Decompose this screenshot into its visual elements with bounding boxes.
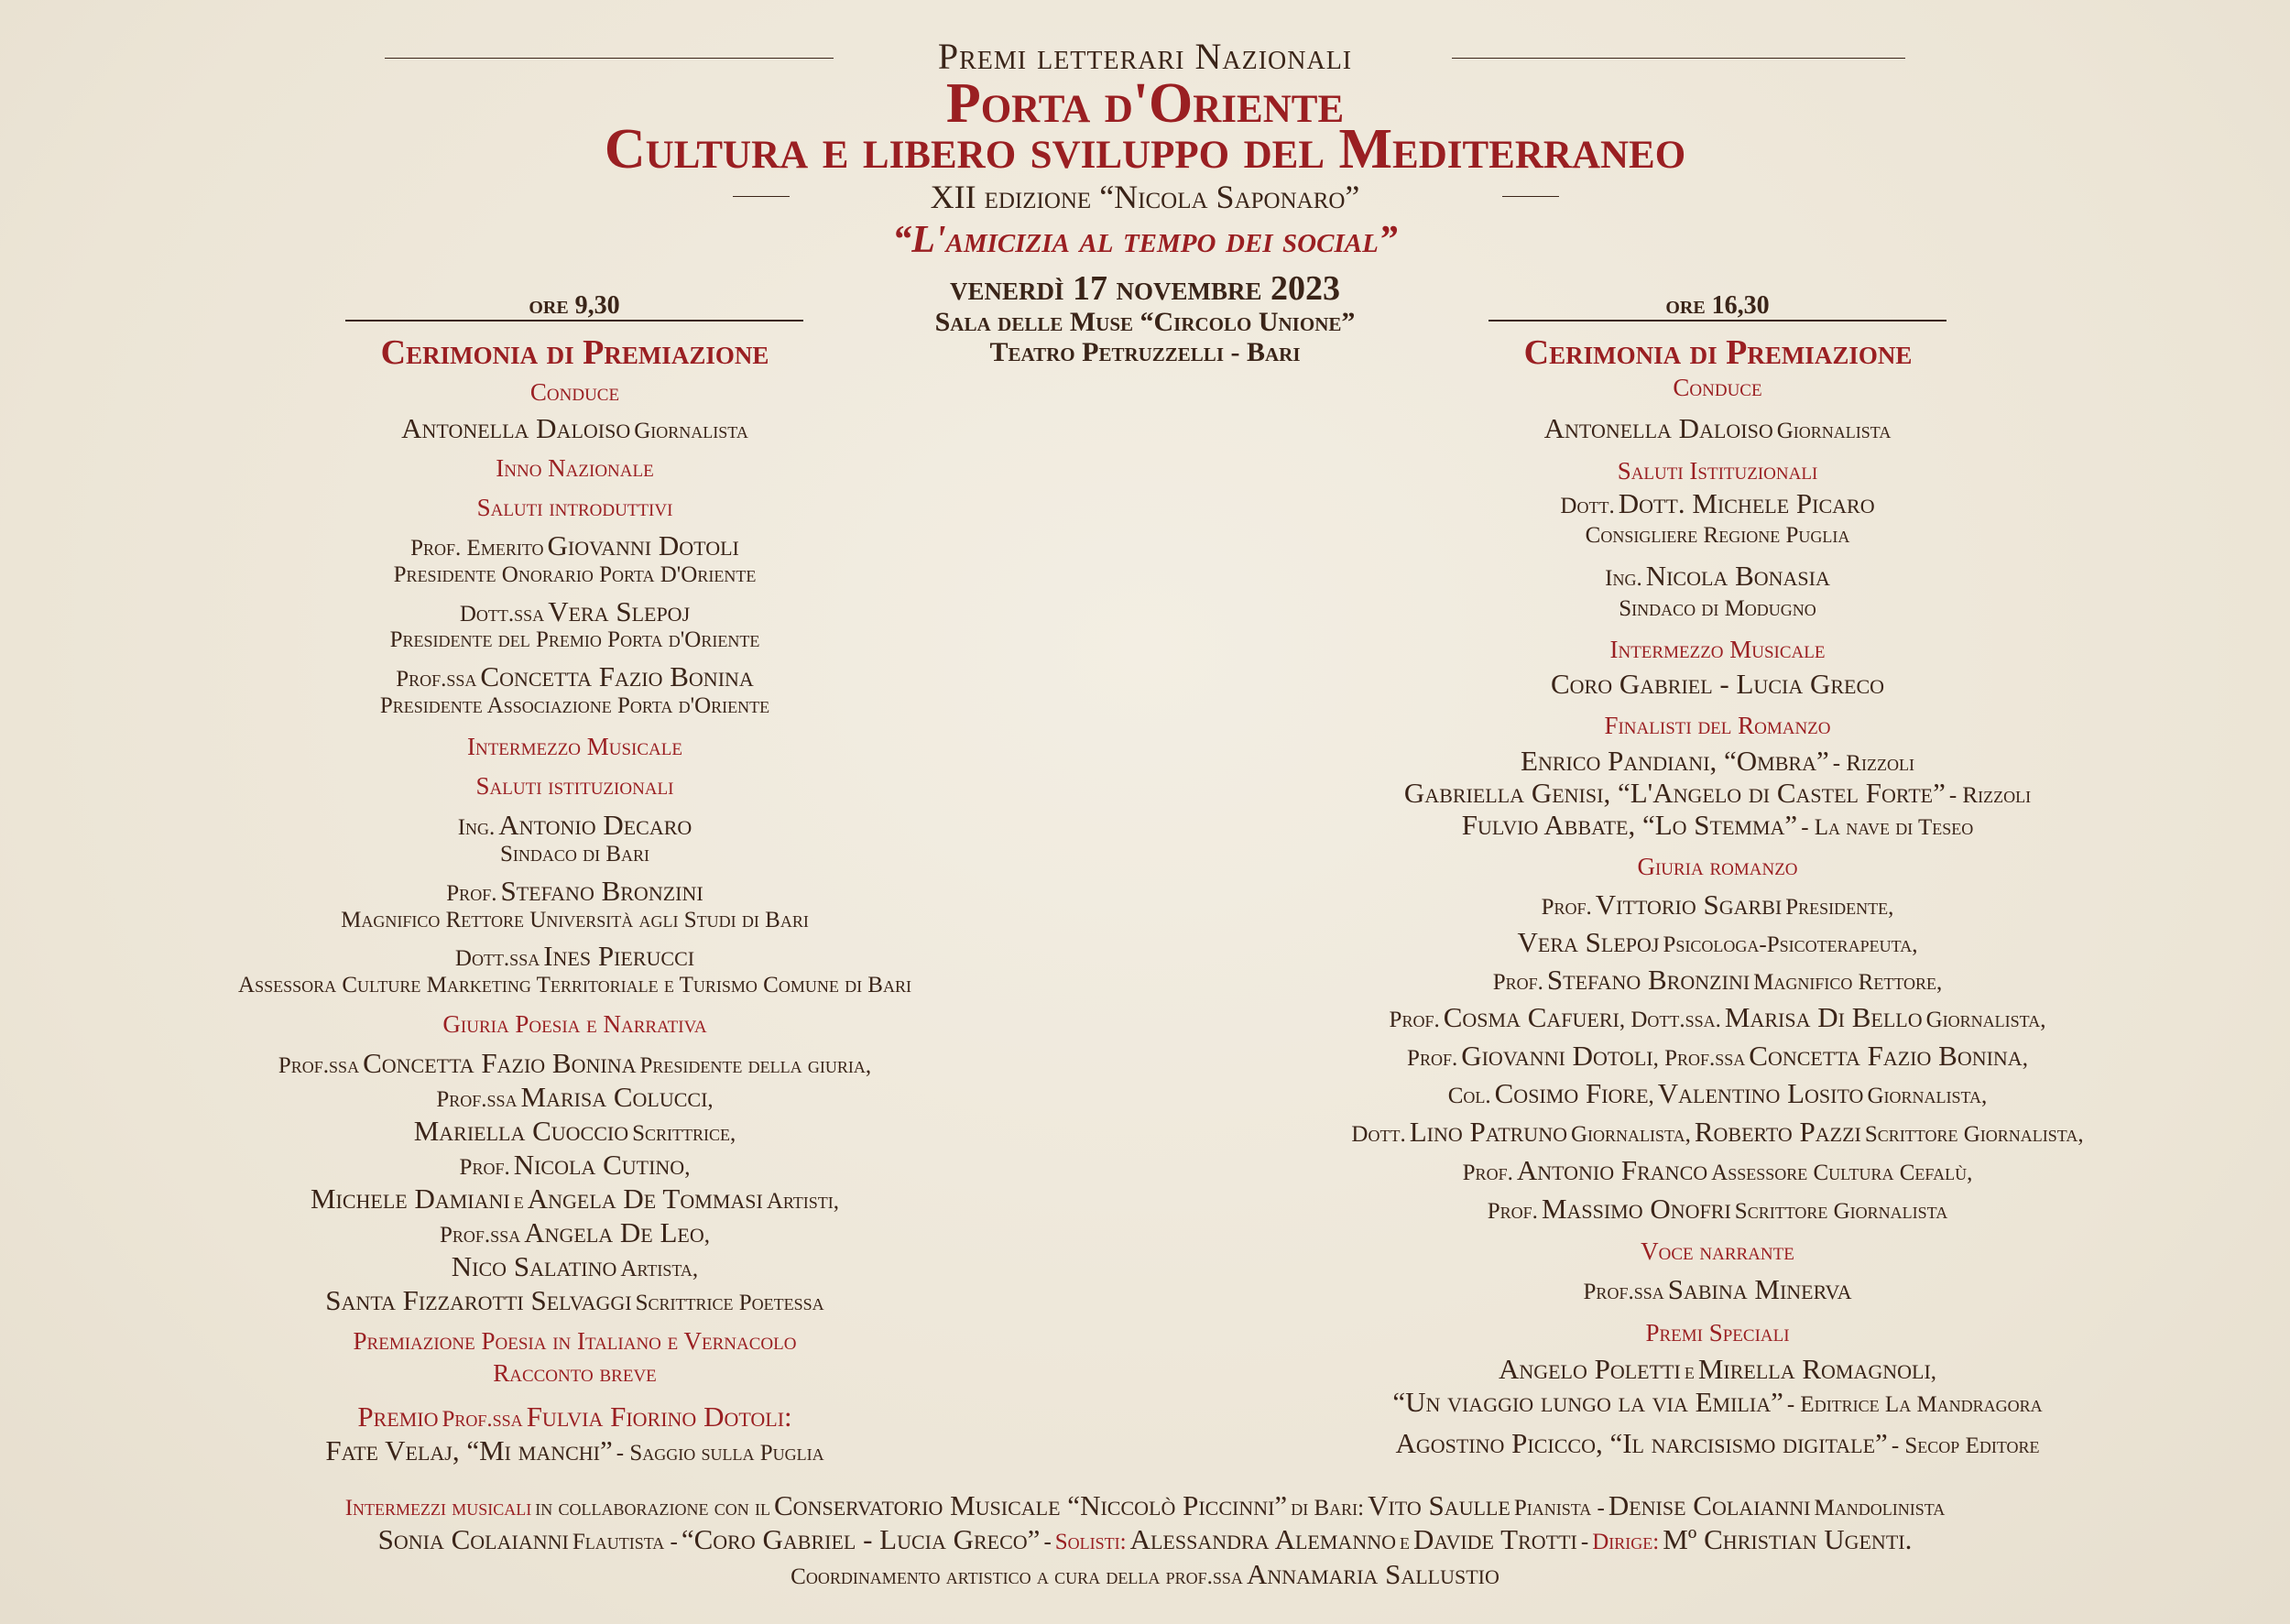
- left-p5-line: [73, 875, 1076, 908]
- right-f3: [1214, 809, 2221, 842]
- right-j4-name-2: Marisa Di Bello: [1724, 1001, 1923, 1033]
- header-title-1: Porta d'Oriente: [945, 72, 1345, 135]
- right-time-rule: [1488, 320, 1946, 322]
- header-edition: XII edizione “Nicola Saponaro”: [930, 179, 1360, 215]
- right-r2-role: Sindaco di Modugno: [1619, 596, 1816, 621]
- left-g1-role: Presidente della giuria,: [639, 1053, 872, 1078]
- right-j9-name: Massimo Onofri: [1541, 1193, 1731, 1225]
- left-g2-name: Marisa Colucci: [520, 1081, 708, 1113]
- right-j1: [1214, 888, 2221, 921]
- footer-e: e: [1400, 1530, 1410, 1554]
- footer-sonia: Sonia Colaianni: [377, 1523, 569, 1555]
- right-f3-name: Fulvio Abbate: [1461, 809, 1629, 841]
- left-g5-name-2: Angela De Tommasi: [527, 1183, 763, 1215]
- right-j3-name: Stefano Bronzini: [1546, 964, 1750, 996]
- right-j7: [1214, 1116, 2221, 1149]
- right-j7-role-2: Scrittore Giornalista,: [1864, 1122, 2084, 1147]
- left-p4-role: Sindaco di Bari: [499, 842, 650, 866]
- footer-bari: di Bari:: [1291, 1496, 1365, 1520]
- left-p6-title: Dott.ssa: [454, 946, 540, 971]
- left-p4-name: Antonio Decaro: [498, 809, 692, 841]
- right-f1: [1214, 745, 2221, 778]
- right-s2-name: Agostino Picicco: [1395, 1427, 1596, 1459]
- footer-dash-1: -: [1043, 1530, 1052, 1554]
- left-saluti-intro: Saluti introduttivi: [476, 494, 673, 521]
- left-g4: [73, 1149, 1076, 1182]
- left-saluti-ist: Saluti istituzionali: [475, 772, 674, 800]
- right-conduce-label: Conduce: [1673, 374, 1762, 401]
- right-j6-sep: ,: [1648, 1084, 1654, 1108]
- left-g6-name: Angela De Leo: [524, 1216, 704, 1248]
- left-prem-2: Racconto breve: [493, 1359, 657, 1387]
- left-p2-name: Vera Slepoj: [548, 595, 691, 627]
- right-j2: [1214, 926, 2221, 959]
- left-intermezzo: Intermezzo Musicale: [466, 733, 682, 760]
- left-inno: Inno Nazionale: [496, 454, 654, 482]
- right-j5-title-2: , Prof.ssa: [1652, 1046, 1746, 1071]
- left-g1: [73, 1047, 1076, 1080]
- right-j4-title-2: , Dott.ssa.: [1619, 1008, 1721, 1032]
- right-title: Cerimonia di Premiazione: [1523, 333, 1913, 372]
- right-voce-title: Prof.ssa: [1583, 1280, 1664, 1304]
- right-r1-name: Dott. Michele Picaro: [1618, 487, 1875, 519]
- left-p6-line: [73, 940, 1076, 973]
- right-j5: [1214, 1040, 2221, 1073]
- footer-vito-saulle: Vito Saulle: [1368, 1489, 1510, 1521]
- left-p2-role: Presidente del Premio Porta d'Oriente: [389, 627, 760, 652]
- left-p1-title: Prof. Emerito: [410, 536, 544, 561]
- left-p2-title: Dott.ssa: [459, 602, 545, 627]
- right-j4-title: Prof.: [1389, 1008, 1440, 1032]
- right-f3-publisher: - La nave di Teseo: [1801, 815, 1974, 840]
- left-g5: [73, 1183, 1076, 1215]
- left-winner-name: Fate Velaj: [325, 1434, 453, 1466]
- footer-davide: Davide Trotti: [1413, 1523, 1577, 1555]
- right-j9-role: Scrittore Giornalista: [1734, 1199, 1948, 1224]
- left-conduce-name: Antonella Daloiso: [401, 412, 631, 444]
- left-premio-label: Premio: [357, 1401, 439, 1433]
- footer-alessandra: Alessandra Alemanno: [1129, 1523, 1396, 1555]
- right-s1-conj: e: [1684, 1359, 1695, 1384]
- right-s2: [1214, 1427, 2221, 1460]
- left-conduce-role: Giornalista: [634, 419, 748, 443]
- header-date: venerdì 17 novembre 2023: [949, 269, 1341, 308]
- footer-conservatorio: Conservatorio Musicale “Niccolò Piccinni”: [774, 1489, 1288, 1521]
- right-j9: [1214, 1193, 2221, 1226]
- footer-annamaria: Annamaria Sallustio: [1246, 1558, 1499, 1590]
- left-p6-role: Assessora Culture Marketing Territoriale e Turismo Comune di Bari: [238, 973, 911, 997]
- left-p4-line: [73, 809, 1076, 842]
- header-theme: “L'amicizia al tempo dei social”: [892, 219, 1398, 261]
- right-s1-name: Angelo Poletti: [1498, 1353, 1681, 1385]
- left-p1-line: [73, 529, 1076, 562]
- header-venue-1: Sala delle Muse “Circolo Unione”: [934, 307, 1356, 337]
- right-j6-role: Giornalista,: [1867, 1084, 1988, 1108]
- right-j4-name: Cosma Cafueri: [1443, 1001, 1619, 1033]
- left-g5-role: Artisti,: [766, 1189, 840, 1214]
- right-intermezzo: Intermezzo Musicale: [1609, 636, 1826, 663]
- left-p1-name: Giovanni Dotoli: [547, 529, 739, 561]
- right-j3-role: Magnifico Rettore,: [1753, 970, 1943, 995]
- left-g4-role: ,: [684, 1155, 691, 1180]
- right-j3: [1214, 964, 2221, 997]
- left-g8-role: Scrittrice Poetessa: [635, 1291, 824, 1315]
- right-j1-title: Prof.: [1541, 895, 1592, 920]
- left-p5-role: Magnifico Rettore Università agli Studi di Bari: [341, 908, 809, 932]
- left-g2-title: Prof.ssa: [436, 1087, 518, 1112]
- right-j5-name: Giovanni Dotoli: [1461, 1040, 1653, 1072]
- right-j3-title: Prof.: [1492, 970, 1543, 995]
- right-f1-name: Enrico Pandiani: [1521, 745, 1710, 777]
- right-j5-role: ,: [2022, 1046, 2028, 1071]
- left-g3: [73, 1115, 1076, 1148]
- right-j8-name: Antonio Franco: [1516, 1154, 1708, 1186]
- right-j2-role: Psicologa-Psicoterapeuta,: [1663, 932, 1918, 957]
- left-p3-role: Presidente Associazione Porta d'Oriente: [379, 693, 770, 718]
- right-voce: Voce narrante: [1641, 1237, 1794, 1265]
- right-finalisti: Finalisti del Romanzo: [1604, 712, 1831, 739]
- right-j8-title: Prof.: [1462, 1161, 1513, 1185]
- right-f1-title: , “Ombra”: [1709, 745, 1829, 777]
- left-p1-role: Presidente Onorario Porta D'Oriente: [393, 562, 757, 587]
- left-g6-title: Prof.ssa: [440, 1223, 521, 1248]
- right-j7-name: Lino Patruno: [1409, 1116, 1567, 1148]
- right-j6-title: Col.: [1447, 1084, 1491, 1108]
- footer-flautista: Flautista -: [572, 1530, 678, 1554]
- left-p3-line: [73, 660, 1076, 693]
- left-conduce-line: [73, 412, 1076, 445]
- right-saluti-ist: Saluti Istituzionali: [1617, 457, 1818, 485]
- footer-coordinamento: Coordinamento artistico a cura della prof.ssa: [791, 1564, 1243, 1589]
- right-r2-name: Nicola Bonasia: [1645, 560, 1830, 592]
- right-j6-name: Cosimo Fiore: [1494, 1077, 1649, 1109]
- left-g5-name: Michele Damiani: [310, 1183, 510, 1215]
- left-g5-conj: e: [513, 1189, 524, 1214]
- left-p6-name: Ines Pierucci: [543, 940, 695, 972]
- right-j4-role: Giornalista,: [1925, 1008, 2046, 1032]
- left-p3-name: Concetta Fazio Bonina: [480, 660, 754, 692]
- right-j9-title: Prof.: [1487, 1199, 1538, 1224]
- left-g3-role: Scrittrice,: [632, 1121, 736, 1146]
- footer-mandolinista: Mandolinista: [1814, 1496, 1946, 1520]
- left-premio-title: Prof.ssa: [442, 1407, 523, 1432]
- left-g2-role: ,: [707, 1087, 714, 1112]
- left-g4-title: Prof.: [459, 1155, 510, 1180]
- left-g6: [73, 1216, 1076, 1249]
- footer-dash-2: -: [1580, 1530, 1589, 1554]
- right-voce-line: [1214, 1273, 2221, 1306]
- right-r2-line: [1214, 560, 2221, 593]
- left-premio-name: Fulvia Fiorino Dotoli:: [526, 1401, 792, 1433]
- header-premi: Premi letterari Nazionali: [937, 36, 1353, 77]
- right-j4: [1214, 1001, 2221, 1034]
- left-prem-1: Premiazione Poesia in Italiano e Vernacolo: [353, 1327, 797, 1355]
- right-j2-name: Vera Slepoj: [1517, 926, 1660, 958]
- left-conduce-label: Conduce: [529, 378, 620, 406]
- right-speciali: Premi Speciali: [1645, 1319, 1790, 1346]
- left-g1-title: Prof.ssa: [278, 1053, 360, 1078]
- right-time: ore 16,30: [1665, 291, 1770, 320]
- right-s1-work: [1214, 1386, 2221, 1419]
- right-s1-sep: ,: [1930, 1359, 1937, 1384]
- right-j6: [1214, 1077, 2221, 1110]
- header-venue-2: Teatro Petruzzelli - Bari: [989, 337, 1301, 367]
- left-g7-role: Artista,: [620, 1257, 699, 1281]
- right-f1-publisher: - Rizzoli: [1832, 751, 1914, 776]
- left-winner-line: [73, 1434, 1076, 1467]
- left-p4-title: Ing.: [457, 815, 496, 840]
- left-p3-title: Prof.ssa: [396, 667, 477, 692]
- left-g2: [73, 1081, 1076, 1114]
- footer-line-2: [0, 1523, 2290, 1556]
- right-j1-name: Vittorio Sgarbi: [1595, 888, 1783, 921]
- right-j7-name-2: Roberto Pazzi: [1694, 1116, 1861, 1148]
- right-j6-name-2: Valentino Losito: [1657, 1077, 1864, 1109]
- left-g8-name: Santa Fizzarotti Selvaggi: [325, 1284, 632, 1316]
- right-f2-publisher: - Rizzoli: [1948, 783, 2032, 808]
- right-j1-role: Presidente,: [1785, 895, 1894, 920]
- footer-denise: Denise Colaianni: [1608, 1489, 1811, 1521]
- left-g7-name: Nico Salatino: [451, 1250, 617, 1282]
- right-r2-title: Ing.: [1605, 566, 1642, 591]
- footer-line-1: [0, 1489, 2290, 1522]
- right-j7-title: Dott.: [1351, 1122, 1406, 1147]
- right-conduce-line: [1214, 412, 2221, 445]
- right-f2-title: , “L'Angelo di Castel Forte”: [1603, 777, 1946, 809]
- right-s2-title: , “Il narcisismo digitale”: [1595, 1427, 1888, 1459]
- left-g6-role: ,: [703, 1223, 710, 1248]
- header-title-2: Cultura e libero sviluppo del Mediterraneo: [604, 118, 1686, 180]
- footer-dirige: Dirige:: [1592, 1530, 1660, 1554]
- left-winner-note: - Saggio sulla Puglia: [616, 1441, 824, 1466]
- left-time-rule: [345, 320, 803, 322]
- right-f3-title: , “Lo Stemma”: [1628, 809, 1798, 841]
- footer-solisti: Solisti:: [1054, 1530, 1127, 1554]
- left-winner-work: , “Mi manchi”: [452, 1434, 613, 1466]
- right-r1-title: Dott.: [1560, 494, 1615, 518]
- left-p5-name: Stefano Bronzini: [500, 875, 703, 907]
- right-j5-name-2: Concetta Fazio Bonina: [1749, 1040, 2023, 1072]
- footer-collab: in collaborazione con il: [535, 1496, 770, 1520]
- right-s1-publisher: - Editrice La Mandragora: [1786, 1392, 2043, 1417]
- left-p5-title: Prof.: [446, 881, 497, 906]
- right-s1-title: “Un viaggio lungo la via Emilia”: [1392, 1386, 1783, 1418]
- left-title: Cerimonia di Premiazione: [380, 333, 769, 372]
- right-f2: [1214, 777, 2221, 810]
- right-r1-role: Consigliere Regione Puglia: [1585, 523, 1850, 548]
- left-p2-line: [73, 595, 1076, 628]
- left-g1-name: Concetta Fazio Bonina: [363, 1047, 637, 1079]
- right-giuria: Giuria romanzo: [1637, 853, 1798, 880]
- left-g8: [73, 1284, 1076, 1317]
- left-premio-line: [73, 1401, 1076, 1433]
- right-conduce-name: Antonella Daloiso: [1543, 412, 1773, 444]
- footer-intermezzi: Intermezzi musicali: [344, 1496, 532, 1520]
- right-j8: [1214, 1154, 2221, 1187]
- left-time: ore 9,30: [529, 291, 620, 320]
- footer-pianista: Pianista -: [1513, 1496, 1605, 1520]
- right-j8-role: Assessore Cultura Cefalù,: [1711, 1161, 1973, 1185]
- right-coro: Coro Gabriel - Lucia Greco: [1550, 668, 1885, 700]
- right-s1-name-2: Mirella Romagnoli: [1697, 1353, 1931, 1385]
- footer-coro: “Coro Gabriel - Lucia Greco”: [681, 1523, 1041, 1555]
- left-g4-name: Nicola Cutino: [513, 1149, 685, 1181]
- right-conduce-role: Giornalista: [1776, 419, 1892, 443]
- right-s2-publisher: - Secop Editore: [1891, 1433, 2040, 1458]
- right-f2-name: Gabriella Genisi: [1403, 777, 1604, 809]
- right-voce-name: Sabina Minerva: [1667, 1273, 1852, 1305]
- left-giuria: Giuria Poesia e Narrativa: [442, 1010, 707, 1038]
- right-j5-title: Prof.: [1407, 1046, 1458, 1071]
- footer-christian: Mº Christian Ugenti.: [1663, 1523, 1913, 1555]
- left-g3-name: Mariella Cuoccio: [413, 1115, 629, 1147]
- footer-line-3: [0, 1558, 2290, 1591]
- left-g7: [73, 1250, 1076, 1283]
- right-r1-line: [1214, 487, 2221, 520]
- right-j7-role: Giornalista,: [1570, 1122, 1691, 1147]
- right-s1: [1214, 1353, 2221, 1386]
